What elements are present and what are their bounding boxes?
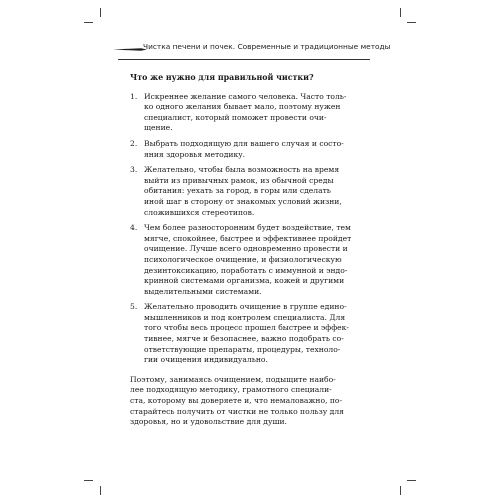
- crop-mark-top-right: [407, 22, 416, 23]
- text-line: ко одного желания бывает мало, поэтому нужен: [144, 102, 341, 112]
- list-item-number: 4.: [130, 223, 138, 233]
- text-line: Искреннее желание самого человека. Часто толь-: [144, 91, 347, 101]
- text-line: яния здоровья методику.: [144, 149, 246, 159]
- text-line: кринной системами организма, кожей и другими: [144, 276, 345, 286]
- text-line: иной шаг в сторону от знакомых условий жизни,: [144, 196, 342, 206]
- text-line: Поэтому, занимаясь очищением, подыщите наибо-: [130, 374, 336, 384]
- text-line: сложившихся стереотипов.: [144, 207, 255, 217]
- text-line: того чтобы весь процесс прошел быстрее и эффек-: [144, 323, 349, 333]
- list-item: [130, 223, 370, 297]
- crop-mark-top-left-vertical: [100, 8, 101, 17]
- list-item-text: [144, 223, 370, 297]
- text-line: Желательно, чтобы была возможность на время: [144, 165, 340, 175]
- crop-mark-bottom-right: [407, 480, 416, 481]
- text-line: Чем более разносторонним будет воздействие, тем: [144, 223, 351, 233]
- list-item: [130, 92, 370, 134]
- text-line: очищение. Лучше всего одновременно провести и: [144, 244, 348, 254]
- text-line: Желательно проводить очищение в группе едино-: [144, 302, 347, 312]
- text-line: обитания: уехать за город, в горы или сделать: [144, 186, 331, 196]
- text-line: специалист, который поможет провести очи-: [144, 112, 327, 122]
- list-item: [130, 302, 370, 366]
- requirements-list: [130, 92, 370, 366]
- text-line: щение.: [144, 123, 173, 133]
- page-body: [130, 73, 370, 428]
- text-line: тивнее, мягче и безопаснее, важно подобрать со-: [144, 334, 344, 344]
- crop-mark-bottom-right-vertical: [400, 486, 401, 495]
- header-rule: [118, 59, 370, 60]
- list-item-text: [144, 92, 370, 134]
- crop-mark-bottom-left: [84, 480, 93, 481]
- section-heading: Что же нужно для правильной чистки?: [130, 73, 314, 82]
- text-line: старайтесь получить от чистки не только пользу для: [130, 406, 344, 416]
- crop-mark-top-right-vertical: [400, 8, 401, 17]
- text-line: дезинтоксикацию, поработать с иммунной и эндо-: [144, 265, 348, 275]
- text-line: ста, которому вы доверяете и, что немаловажно, по-: [130, 396, 343, 406]
- text-line: мягче, спокойнее, быстрее и эффективнее пройдет: [144, 233, 352, 243]
- list-item-number: 5.: [130, 302, 138, 312]
- text-line: выйти из привычных рамок, из обычной среды: [144, 175, 334, 185]
- closing-paragraph: [130, 375, 370, 428]
- crop-mark-top-left: [84, 22, 93, 23]
- list-item: [130, 139, 370, 160]
- text-line: ответствующие препараты, процедуры, техноло-: [144, 344, 341, 354]
- list-item-number: 3.: [130, 165, 138, 175]
- text-line: гии очищения индивидуально.: [144, 355, 268, 365]
- list-item-text: [144, 139, 370, 160]
- list-item-number: 2.: [130, 138, 138, 148]
- list-item-text: [144, 302, 370, 366]
- text-line: выделительными системами.: [144, 286, 262, 296]
- text-line: мышленников и под контролем специалиста. Для: [144, 312, 346, 322]
- text-line: Выбрать подходящую для вашего случая и состо-: [144, 138, 344, 148]
- running-header: [113, 42, 391, 56]
- list-item-number: 1.: [130, 91, 138, 101]
- crop-mark-bottom-left-vertical: [100, 486, 101, 495]
- text-line: здоровья, но и удовольствие для души.: [130, 417, 287, 427]
- text-line: психологическое очищение, и физиологическую: [144, 254, 342, 264]
- running-header-title: Чистка печени и почек. Современные и традиционные методы: [143, 42, 391, 51]
- list-item: [130, 165, 370, 218]
- text-line: лее подходящую методику, грамотного специали-: [130, 385, 332, 395]
- list-item-text: [144, 165, 370, 218]
